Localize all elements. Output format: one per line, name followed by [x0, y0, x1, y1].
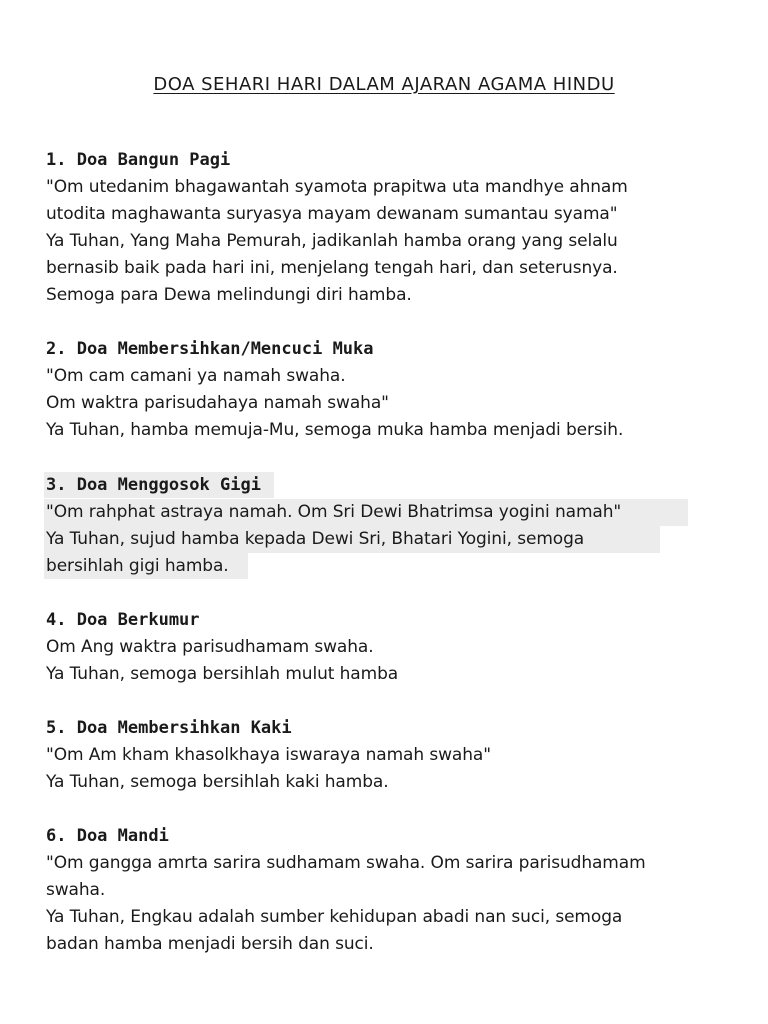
section-doa-menggosok-gigi [46, 472, 736, 580]
section-doa-membersihkan-kaki [46, 715, 736, 796]
section-heading: 2. Doa Membersihkan/Mencuci Muka [46, 339, 374, 359]
text-line: badan hamba menjadi bersih dan suci. [46, 934, 374, 954]
text-line: "Om Am kham khasolkhaya iswaraya namah swaha" [46, 745, 491, 765]
section-heading: 6. Doa Mandi [46, 826, 169, 846]
section-doa-bangun-pagi [46, 147, 736, 309]
text-line: Ya Tuhan, hamba memuja-Mu, semoga muka hamba menjadi bersih. [46, 420, 624, 440]
section-doa-mandi [46, 823, 736, 958]
section-doa-mencuci-muka [46, 336, 736, 444]
section-heading: 3. Doa Menggosok Gigi [46, 475, 261, 495]
text-line: Om waktra parisudahaya namah swaha" [46, 393, 389, 413]
document-title: DOA SEHARI HARI DALAM AJARAN AGAMA HINDU [153, 74, 615, 95]
text-line: "Om utedanim bhagawantah syamota prapitwa uta mandhye ahnam [46, 177, 628, 197]
text-line: "Om cam camani ya namah swaha. [46, 366, 346, 386]
text-line: bernasib baik pada hari ini, menjelang tengah hari, dan seterusnya. [46, 258, 618, 278]
text-line: Ya Tuhan, sujud hamba kepada Dewi Sri, Bhatari Yogini, semoga [46, 529, 585, 549]
text-line: "Om rahphat astraya namah. Om Sri Dewi Bhatrimsa yogini namah" [46, 502, 622, 522]
text-line: Ya Tuhan, semoga bersihlah kaki hamba. [46, 772, 389, 792]
section-heading: 5. Doa Membersihkan Kaki [46, 718, 292, 738]
text-line: Om Ang waktra parisudhamam swaha. [46, 637, 374, 657]
text-line: Ya Tuhan, Engkau adalah sumber kehidupan abadi nan suci, semoga [46, 907, 623, 927]
text-line: Ya Tuhan, Yang Maha Pemurah, jadikanlah hamba orang yang selalu [46, 231, 618, 251]
text-line: utodita maghawanta suryasya mayam dewanam sumantau syama" [46, 204, 618, 224]
section-heading: 4. Doa Berkumur [46, 610, 200, 630]
text-line: swaha. [46, 880, 106, 900]
text-line: Semoga para Dewa melindungi diri hamba. [46, 285, 412, 305]
text-line: "Om gangga amrta sarira sudhamam swaha. Om sarira parisudhamam [46, 853, 646, 873]
section-heading: 1. Doa Bangun Pagi [46, 150, 231, 170]
text-line: Ya Tuhan, semoga bersihlah mulut hamba [46, 664, 399, 684]
text-line: bersihlah gigi hamba. [46, 556, 229, 576]
section-doa-berkumur [46, 607, 736, 688]
